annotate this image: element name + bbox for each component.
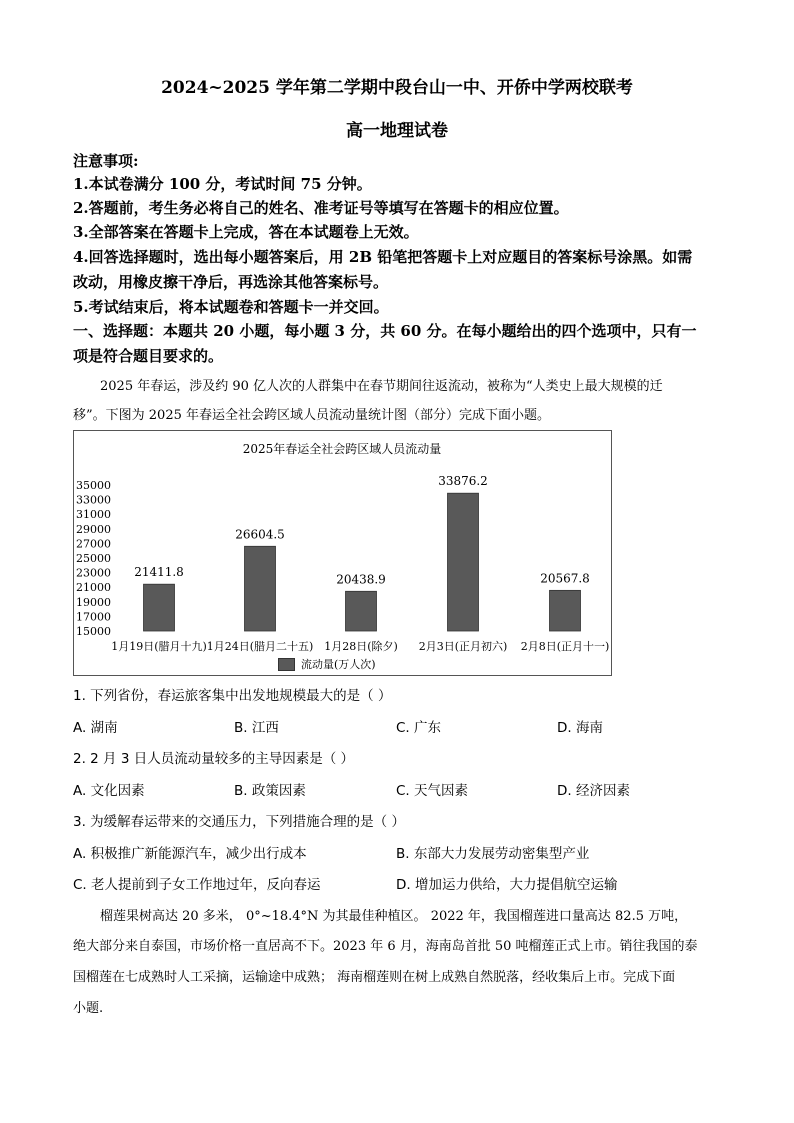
chart-canvas <box>74 431 611 675</box>
y-tick-label: 17000 <box>76 610 111 624</box>
q3-option-a[interactable]: A. 积极推广新能源汽车，减少出行成本 <box>73 846 307 862</box>
x-tick-label: 1月24日(腊月二十五) <box>206 640 314 653</box>
notes-item-5: 5.考试结束后，将本试题卷和答题卡一并交回。 <box>73 298 389 316</box>
notes-item-2: 2.答题前，考生务必将自己的姓名、准考证号等填写在答题卡的相应位置。 <box>73 199 569 217</box>
y-tick-label: 19000 <box>76 595 111 609</box>
notes-item-4: 4.回答选择题时，选出每小题答案后，用 2B 铅笔把答题卡上对应题目的答案标号涂黑。如需 <box>73 248 693 266</box>
y-tick-label: 29000 <box>76 522 111 536</box>
q3-option-d[interactable]: D. 增加运力供给，大力提倡航空运输 <box>396 877 618 893</box>
q2-option-a[interactable]: A. 文化因素 <box>73 783 145 799</box>
flow-chart <box>73 430 612 676</box>
y-tick-label: 23000 <box>76 566 111 580</box>
q2-stem: 2. 2 月 3 日人员流动量较多的主导因素是（ ） <box>73 751 355 767</box>
bar <box>245 546 276 631</box>
passage1-line2: 移”。下图为 2025 年春运全社会跨区域人员流动量统计图（部分）完成下面小题。 <box>73 408 550 423</box>
q1-option-a[interactable]: A. 湖南 <box>73 720 118 736</box>
passage2-line1: 榴莲果树高达 20 多米， 0°~18.4°N 为其最佳种植区。 2022 年，我国榴莲进口量高达 82.5 万吨， <box>100 909 688 924</box>
bar-value-label: 26604.5 <box>235 527 285 542</box>
section-heading-2: 项是符合题目要求的。 <box>73 347 224 365</box>
q3-option-c[interactable]: C. 老人提前到子女工作地过年，反向春运 <box>73 877 321 893</box>
notes-item-4-cont: 改动，用橡皮擦干净后，再选涂其他答案标号。 <box>73 273 389 291</box>
bar-value-label: 20438.9 <box>336 572 386 587</box>
bar <box>448 493 479 631</box>
bar-value-label: 21411.8 <box>134 565 184 580</box>
x-tick-label: 1月28日(除夕) <box>324 640 398 653</box>
bar-value-label: 20567.8 <box>540 571 590 586</box>
q1-stem: 1. 下列省份，春运旅客集中出发地规模最大的是（ ） <box>73 688 392 704</box>
passage2-line2: 绝大部分来自泰国，市场价格一直居高不下。2023 年 6 月，海南岛首批 50 吨榴莲正式上市。销往我国的泰 <box>73 939 698 954</box>
section-heading-1: 一、选择题：本题共 20 小题，每小题 3 分，共 60 分。在每小题给出的四个选项中，只有一 <box>73 322 697 340</box>
notes-item-1: 1.本试卷满分 100 分，考试时间 75 分钟。 <box>73 175 372 193</box>
x-tick-label: 2月8日(正月十一) <box>520 640 610 653</box>
q2-option-d[interactable]: D. 经济因素 <box>557 783 630 799</box>
y-tick-label: 33000 <box>76 493 111 507</box>
x-tick-label: 2月3日(正月初六) <box>418 640 508 653</box>
legend-swatch <box>278 658 295 671</box>
notes-item-3: 3.全部答案在答题卡上完成，答在本试题卷上无效。 <box>73 223 419 241</box>
q3-option-b[interactable]: B. 东部大力发展劳动密集型产业 <box>396 846 590 862</box>
y-tick-label: 25000 <box>76 552 111 565</box>
y-tick-label: 15000 <box>76 625 111 638</box>
y-tick-label: 31000 <box>76 508 111 522</box>
y-tick-label: 21000 <box>76 581 111 595</box>
bar <box>346 591 377 631</box>
bar <box>144 584 175 631</box>
x-tick-label: 1月19日(腊月十九) <box>111 640 207 653</box>
legend-label: 流动量(万人次) <box>301 658 376 671</box>
q1-option-c[interactable]: C. 广东 <box>396 720 442 736</box>
passage1-line1: 2025 年春运，涉及约 90 亿人次的人群集中在春节期间往返流动，被称为“人类史上最大规模的迁 <box>100 379 663 394</box>
y-tick-label: 35000 <box>76 479 111 492</box>
q3-stem: 3. 为缓解春运带来的交通压力，下列措施合理的是（ ） <box>73 814 405 830</box>
exam-subtitle: 高一地理试卷 <box>346 121 448 141</box>
notes-heading: 注意事项: <box>73 152 139 170</box>
exam-title: 2024~2025 学年第二学期中段台山一中、开侨中学两校联考 <box>161 78 633 98</box>
bar <box>550 590 581 631</box>
passage2-line4: 小题. <box>73 1001 104 1016</box>
chart-title: 2025年春运全社会跨区域人员流动量 <box>242 442 442 456</box>
q2-option-b[interactable]: B. 政策因素 <box>234 783 306 799</box>
q1-option-d[interactable]: D. 海南 <box>557 720 603 736</box>
y-tick-label: 27000 <box>76 537 111 551</box>
passage2-line3: 国榴莲在七成熟时人工采摘，运输途中成熟； 海南榴莲则在树上成熟自然脱落，经收集后上市。完成下面 <box>73 970 676 985</box>
bar-value-label: 33876.2 <box>438 474 488 489</box>
q2-option-c[interactable]: C. 天气因素 <box>396 783 469 799</box>
chart-legend <box>278 656 376 672</box>
q1-option-b[interactable]: B. 江西 <box>234 720 279 736</box>
